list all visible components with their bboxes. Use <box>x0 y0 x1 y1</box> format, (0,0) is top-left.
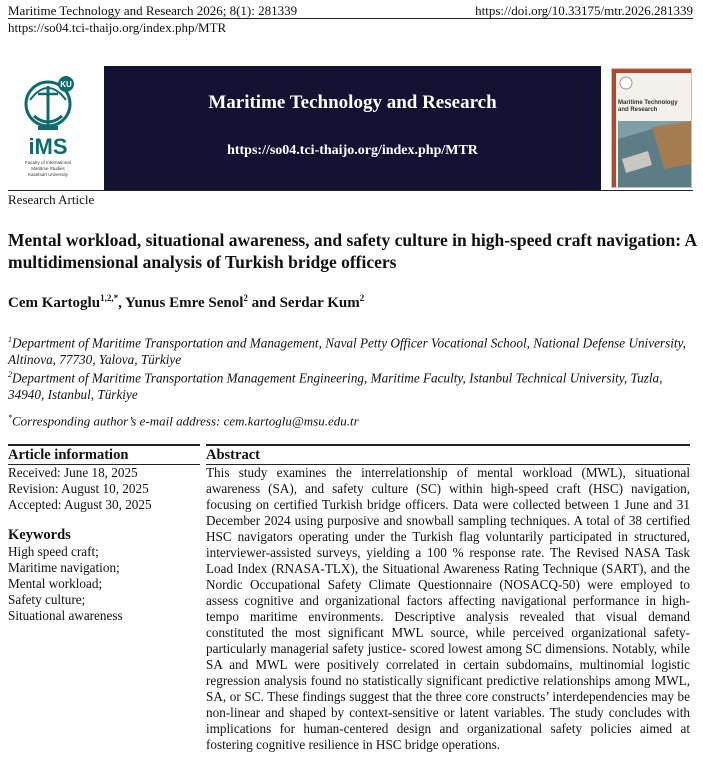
abstract-column <box>206 444 690 753</box>
cover-title: Maritime Technology and Research <box>618 100 678 113</box>
author-name[interactable]: Serdar Kum <box>279 295 360 311</box>
affiliation-number: 2 <box>8 370 12 379</box>
abstract-text: This study examines the interrelationship of mental workload (MWL), situational awareness (SA), and safety culture (SC) within high-speed craft (HSC) navigation, focusing on certified Turkish bridge officers. Data were collected between 1 June and 31 December 2024 using purposive and snowball sampling techniques. A total of 38 certified HSC navigators operating under the Turkish flag voluntarily participated in structured, interviewer-assisted surveys, yielding a 100 % response rate. The Revised NASA Task Load Index (RNASA-TLX), the Situational Awareness Rating Technique (SART), and the Nordic Occupational Safety Climate Questionnaire (NOSACQ-50) were employed to assess cognitive and organizational factors affecting navigational performance in high-tempo maritime environments. Descriptive analysis revealed that visual demand constituted the most significant MWL source, while perceived organizational safety- particularly managerial safety justice- scored lowest among SC dimensions. Notably, while SA and MWL were positively correlated in certain subdomains, multinomial logistic regression analysis found no statistically significant predictive relationships among MWL, SA, or SC. These findings suggest that the three core constructs’ interdependencies may be non-linear and shaped by context-sensitive or latent variables. The study concludes with implications for human-centered design and organizational safety policies aimed at fostering cognitive resilience in HSC bridge operations. <box>206 465 690 752</box>
journal-cover <box>601 66 696 190</box>
author-separator: , <box>118 295 126 311</box>
corresponding-author <box>8 413 359 429</box>
journal-banner <box>8 66 696 190</box>
doi-link[interactable]: https://doi.org/10.33175/mtr.2026.281339 <box>475 3 693 18</box>
keywords-heading: Keywords <box>8 527 71 543</box>
running-header <box>8 3 693 19</box>
keyword-item: Mental workload; <box>8 576 103 591</box>
keyword-item: Safety culture; <box>8 592 86 607</box>
affiliation-text: Department of Maritime Transportation and Management, Naval Petty Officer Vocational School, National Defense University, Altinova, 77730, Yalova, Türkiye <box>8 335 686 368</box>
keyword-item: High speed craft; <box>8 544 99 559</box>
journal-url-line[interactable]: https://so04.tci-thaijo.org/index.php/MTR <box>8 20 227 35</box>
svg-text:KU: KU <box>60 80 72 89</box>
author-separator: and <box>247 295 280 311</box>
article-info-heading: Article information <box>8 444 200 464</box>
article-info-column <box>8 444 200 624</box>
author-list <box>8 293 364 312</box>
ims-logo-icon <box>8 66 104 190</box>
corresponding-text: Corresponding author’s e-mail address: cem.kartoglu@msu.edu.tr <box>12 413 359 429</box>
author-affiliation-mark: 2 <box>243 293 248 303</box>
article-type: Research Article <box>8 192 95 207</box>
author-affiliation-mark: 2 <box>359 293 365 303</box>
author-name[interactable]: Cem Kartoglu <box>8 295 101 311</box>
journal-name: Maritime Technology and Research <box>208 92 497 113</box>
affiliation-number: 1 <box>8 335 12 344</box>
author-name[interactable]: Yunus Emre Senol <box>125 295 244 311</box>
accepted-date: Accepted: August 30, 2025 <box>8 497 152 512</box>
svg-text:Kasetsart University: Kasetsart University <box>27 172 69 177</box>
affiliation-1 <box>8 331 698 368</box>
journal-url[interactable]: https://so04.tci-thaijo.org/index.php/MTR <box>227 143 478 158</box>
corresponding-mark: * <box>8 413 12 422</box>
keyword-item: Situational awareness <box>8 608 123 623</box>
header-rule <box>8 18 693 19</box>
svg-text:iMS: iMS <box>28 134 68 159</box>
affiliation-text: Department of Maritime Transportation Management Engineering, Maritime Faculty, Istanbul Technical University, Tuzla, 34940, Istanbul, Türkiye <box>8 370 663 403</box>
abstract-heading: Abstract <box>206 444 690 464</box>
cover-art-icon <box>612 69 691 187</box>
article-title: Mental workload, situational awareness, and safety culture in high-speed craft navigation: A multidimensional analysis of Turkish bridge officers <box>8 230 697 272</box>
keyword-item: Maritime navigation; <box>8 560 120 575</box>
svg-text:Faculty of International: Faculty of International <box>25 160 71 165</box>
banner-title-block <box>104 66 601 190</box>
faculty-logo <box>8 66 104 190</box>
cover-image <box>611 68 692 188</box>
received-date: Received: June 18, 2025 <box>8 465 138 480</box>
citation-line: Maritime Technology and Research 2026; 8(1): 281339 <box>8 3 298 18</box>
author-affiliation-mark: 1,2,* <box>100 293 119 303</box>
svg-text:Maritime Studies: Maritime Studies <box>31 166 65 171</box>
affiliation-2 <box>8 366 698 403</box>
revision-date: Revision: August 10, 2025 <box>8 481 149 496</box>
banner-rule <box>8 190 693 191</box>
